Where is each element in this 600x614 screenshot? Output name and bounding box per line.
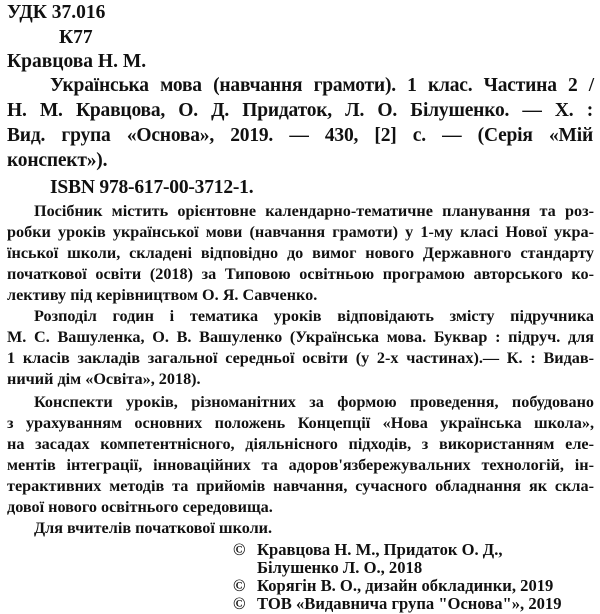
abstract-p3-line-4: ментів інтеграції, інноваційних та адоров'язбережувальних технологій, ін- <box>7 456 594 474</box>
isbn: ISBN 978-617-00-3712-1. <box>50 177 254 198</box>
abstract-p2-line-3: 1 класів закладів загальної середньої освіти (у 2-х частинах).— К. : Видав- <box>7 349 594 367</box>
abstract-p1-line-4: початкової освіти (2018) за Типовою освітньою програмою авторського ко- <box>7 265 594 283</box>
copyright-symbol-3: © <box>233 594 246 613</box>
bibliographic-line-2: Н. М. Кравцова, О. Д. Придаток, Л. О. Білушенко. — Х. : <box>7 100 593 121</box>
copyright-authors: Кравцова Н. М., Придаток О. Д., <box>257 540 503 559</box>
abstract-p2-line-4: ничий дім «Освіта», 2018). <box>7 370 201 388</box>
copyright-cover-design: Корягін В. О., дизайн обкладинки, 2019 <box>257 576 554 595</box>
bbk-code: К77 <box>59 27 93 48</box>
abstract-p3-line-1: Конспекти уроків, різноманітних за формою проведення, побудовано <box>34 393 594 411</box>
udc-code: УДК 37.016 <box>7 2 106 23</box>
abstract-p2-line-1: Розподіл годин і тематика уроків відповідають змісту підручника <box>34 307 594 325</box>
abstract-p3-line-6: дової нового освітнього середовища. <box>7 498 273 516</box>
abstract-audience: Для вчителів початкової школи. <box>34 519 273 537</box>
bibliographic-line-1: Українська мова (навчання грамоти). 1 клас. Частина 2 / <box>50 75 594 96</box>
abstract-p1-line-5: лективу під керівництвом О. Я. Савченко. <box>7 286 318 304</box>
author-heading: Кравцова Н. М. <box>7 51 147 72</box>
abstract-p1-line-2: робки уроків української мови (навчання грамоти) у 1-му класі Нової укра- <box>7 223 594 241</box>
bibliographic-line-4: конспект»). <box>7 150 108 171</box>
bibliographic-line-3: Вид. група «Основа», 2019. — 430, [2] с. — (Серія «Мій <box>7 125 593 146</box>
abstract-p3-line-2: з урахуванням основних положень Концепції «Нова українська школа», <box>7 414 594 432</box>
copyright-symbol-2: © <box>233 576 246 595</box>
copyright-symbol-1: © <box>233 540 246 559</box>
abstract-p1-line-3: їнської школи, складені відповідно до вимог нового Державного стандарту <box>7 244 594 262</box>
abstract-p2-line-2: М. С. Вашуленка, О. В. Вашуленко (Українська мова. Буквар : підруч. для <box>7 328 594 346</box>
copyright-publisher: ТОВ «Видавнича група "Основа"», 2019 <box>257 594 562 613</box>
abstract-p3-line-5: терактивних методів та прийомів навчання, сучасного обладнання як скла- <box>7 477 594 495</box>
abstract-p1-line-1: Посібник містить орієнтовне календарно-тематичне планування та роз- <box>34 202 594 220</box>
copyright-authors-cont: Білушенко Л. О., 2018 <box>257 558 423 577</box>
abstract-p3-line-3: на засадах компетентнісного, діяльнісного підходів, з використанням еле- <box>7 435 594 453</box>
